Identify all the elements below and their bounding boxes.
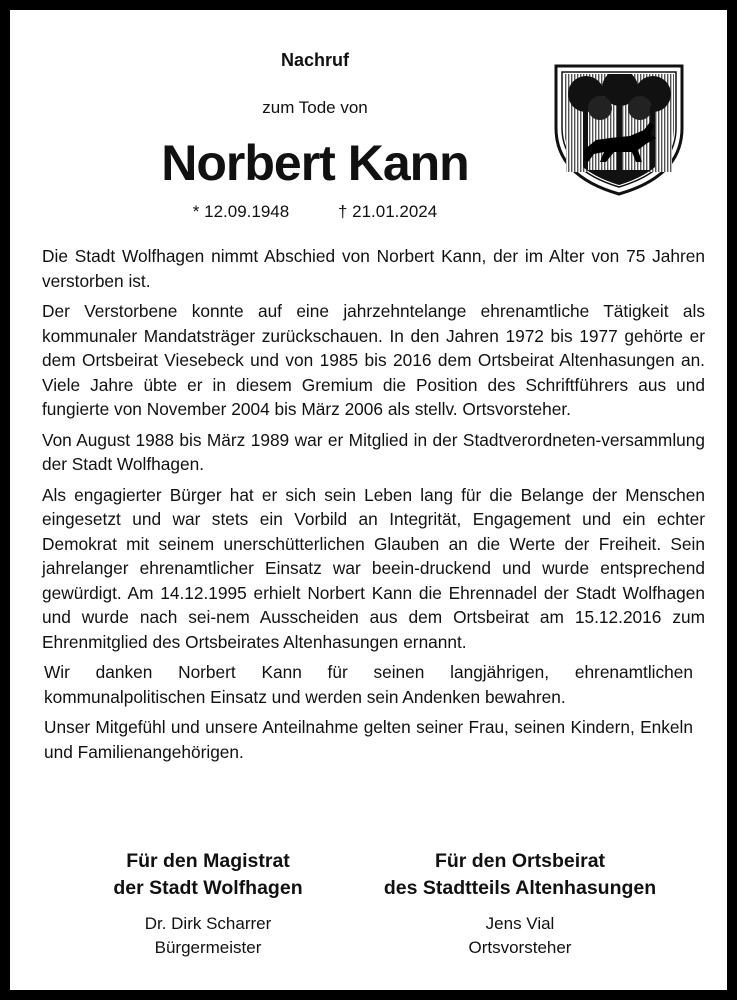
signature-person xyxy=(48,912,368,960)
signature-role: Bürgermeister xyxy=(154,938,262,957)
death-date: † 21.01.2024 xyxy=(337,202,438,221)
signature-org-line: des Stadtteils Altenhasungen xyxy=(383,877,657,899)
paragraph-engagement: Als engagierter Bürger hat er sich sein Leben lang für die Belange der Menschen eingesetzt und war stets ein Vorbild an Integrität, Engagement und ein echter Demokrat mit seinem unerschütterlichen Glauben an die Werte der Freiheit. Sein jahrelanger ehrenamtlicher Einsatz war beein-druckend und wurde entsprechend gewürdigt. Am 14.12.1995 erhielt Norbert Kann die Ehrennadel der Stadt Wolfhagen und wurde nach sei-nem Ausscheiden aus dem Ortsbeirat am 15.12.2016 zum Ehrenmitglied des Ortsbeirates Altenhasungen ernannt. xyxy=(42,484,705,652)
deceased-name: Norbert Kann xyxy=(161,135,469,191)
signature-name: Jens Vial xyxy=(485,914,555,933)
coat-of-arms-icon xyxy=(550,58,688,198)
signature-magistrat xyxy=(48,848,368,960)
signature-ortsbeirat xyxy=(360,848,680,960)
life-dates xyxy=(50,202,580,222)
notice-intro: zum Tode von xyxy=(262,98,368,117)
paragraph-council: Von August 1988 bis März 1989 war er Mitglied in der Stadtverordneten-versammlung der Stadt Wolfhagen. xyxy=(42,429,705,474)
signature-person xyxy=(360,912,680,960)
obituary-text xyxy=(42,244,705,770)
signature-role: Ortsvorsteher xyxy=(468,938,572,957)
signature-org-line: Für den Magistrat xyxy=(126,850,290,872)
notice-kicker: Nachruf xyxy=(280,50,349,70)
signature-org-line: der Stadt Wolfhagen xyxy=(113,877,303,899)
paragraph-career: Der Verstorbene konnte auf eine jahrzehntelange ehrenamtliche Tätigkeit als kommunaler Mandatsträger zurückschauen. In den Jahren 1972 bis 1977 gehörte er dem Ortsbeirat Viesebeck und von 1985 bis 2016 dem Ortsbeirat Altenhasungen an. Viele Jahre übte er in diesem Gremium die Position des Schriftführers aus und fungierte von November 2004 bis März 2006 als stellv. Ortsvorsteher. xyxy=(42,301,705,419)
paragraph-thanks: Wir danken Norbert Kann für seinen langjährigen, ehrenamtlichen kommunalpolitischen Einsatz und werden sein Andenken bewahren. xyxy=(44,662,693,707)
paragraph-condolences: Unser Mitgefühl und unsere Anteilnahme gelten seiner Frau, seinen Kindern, Enkeln und Familienangehörigen. xyxy=(44,717,693,762)
birth-date: * 12.09.1948 xyxy=(192,202,290,221)
signature-name: Dr. Dirk Scharrer xyxy=(144,914,272,933)
paragraph-intro: Die Stadt Wolfhagen nimmt Abschied von Norbert Kann, der im Alter von 75 Jahren verstorben ist. xyxy=(42,246,705,291)
signature-org-line: Für den Ortsbeirat xyxy=(434,850,606,872)
